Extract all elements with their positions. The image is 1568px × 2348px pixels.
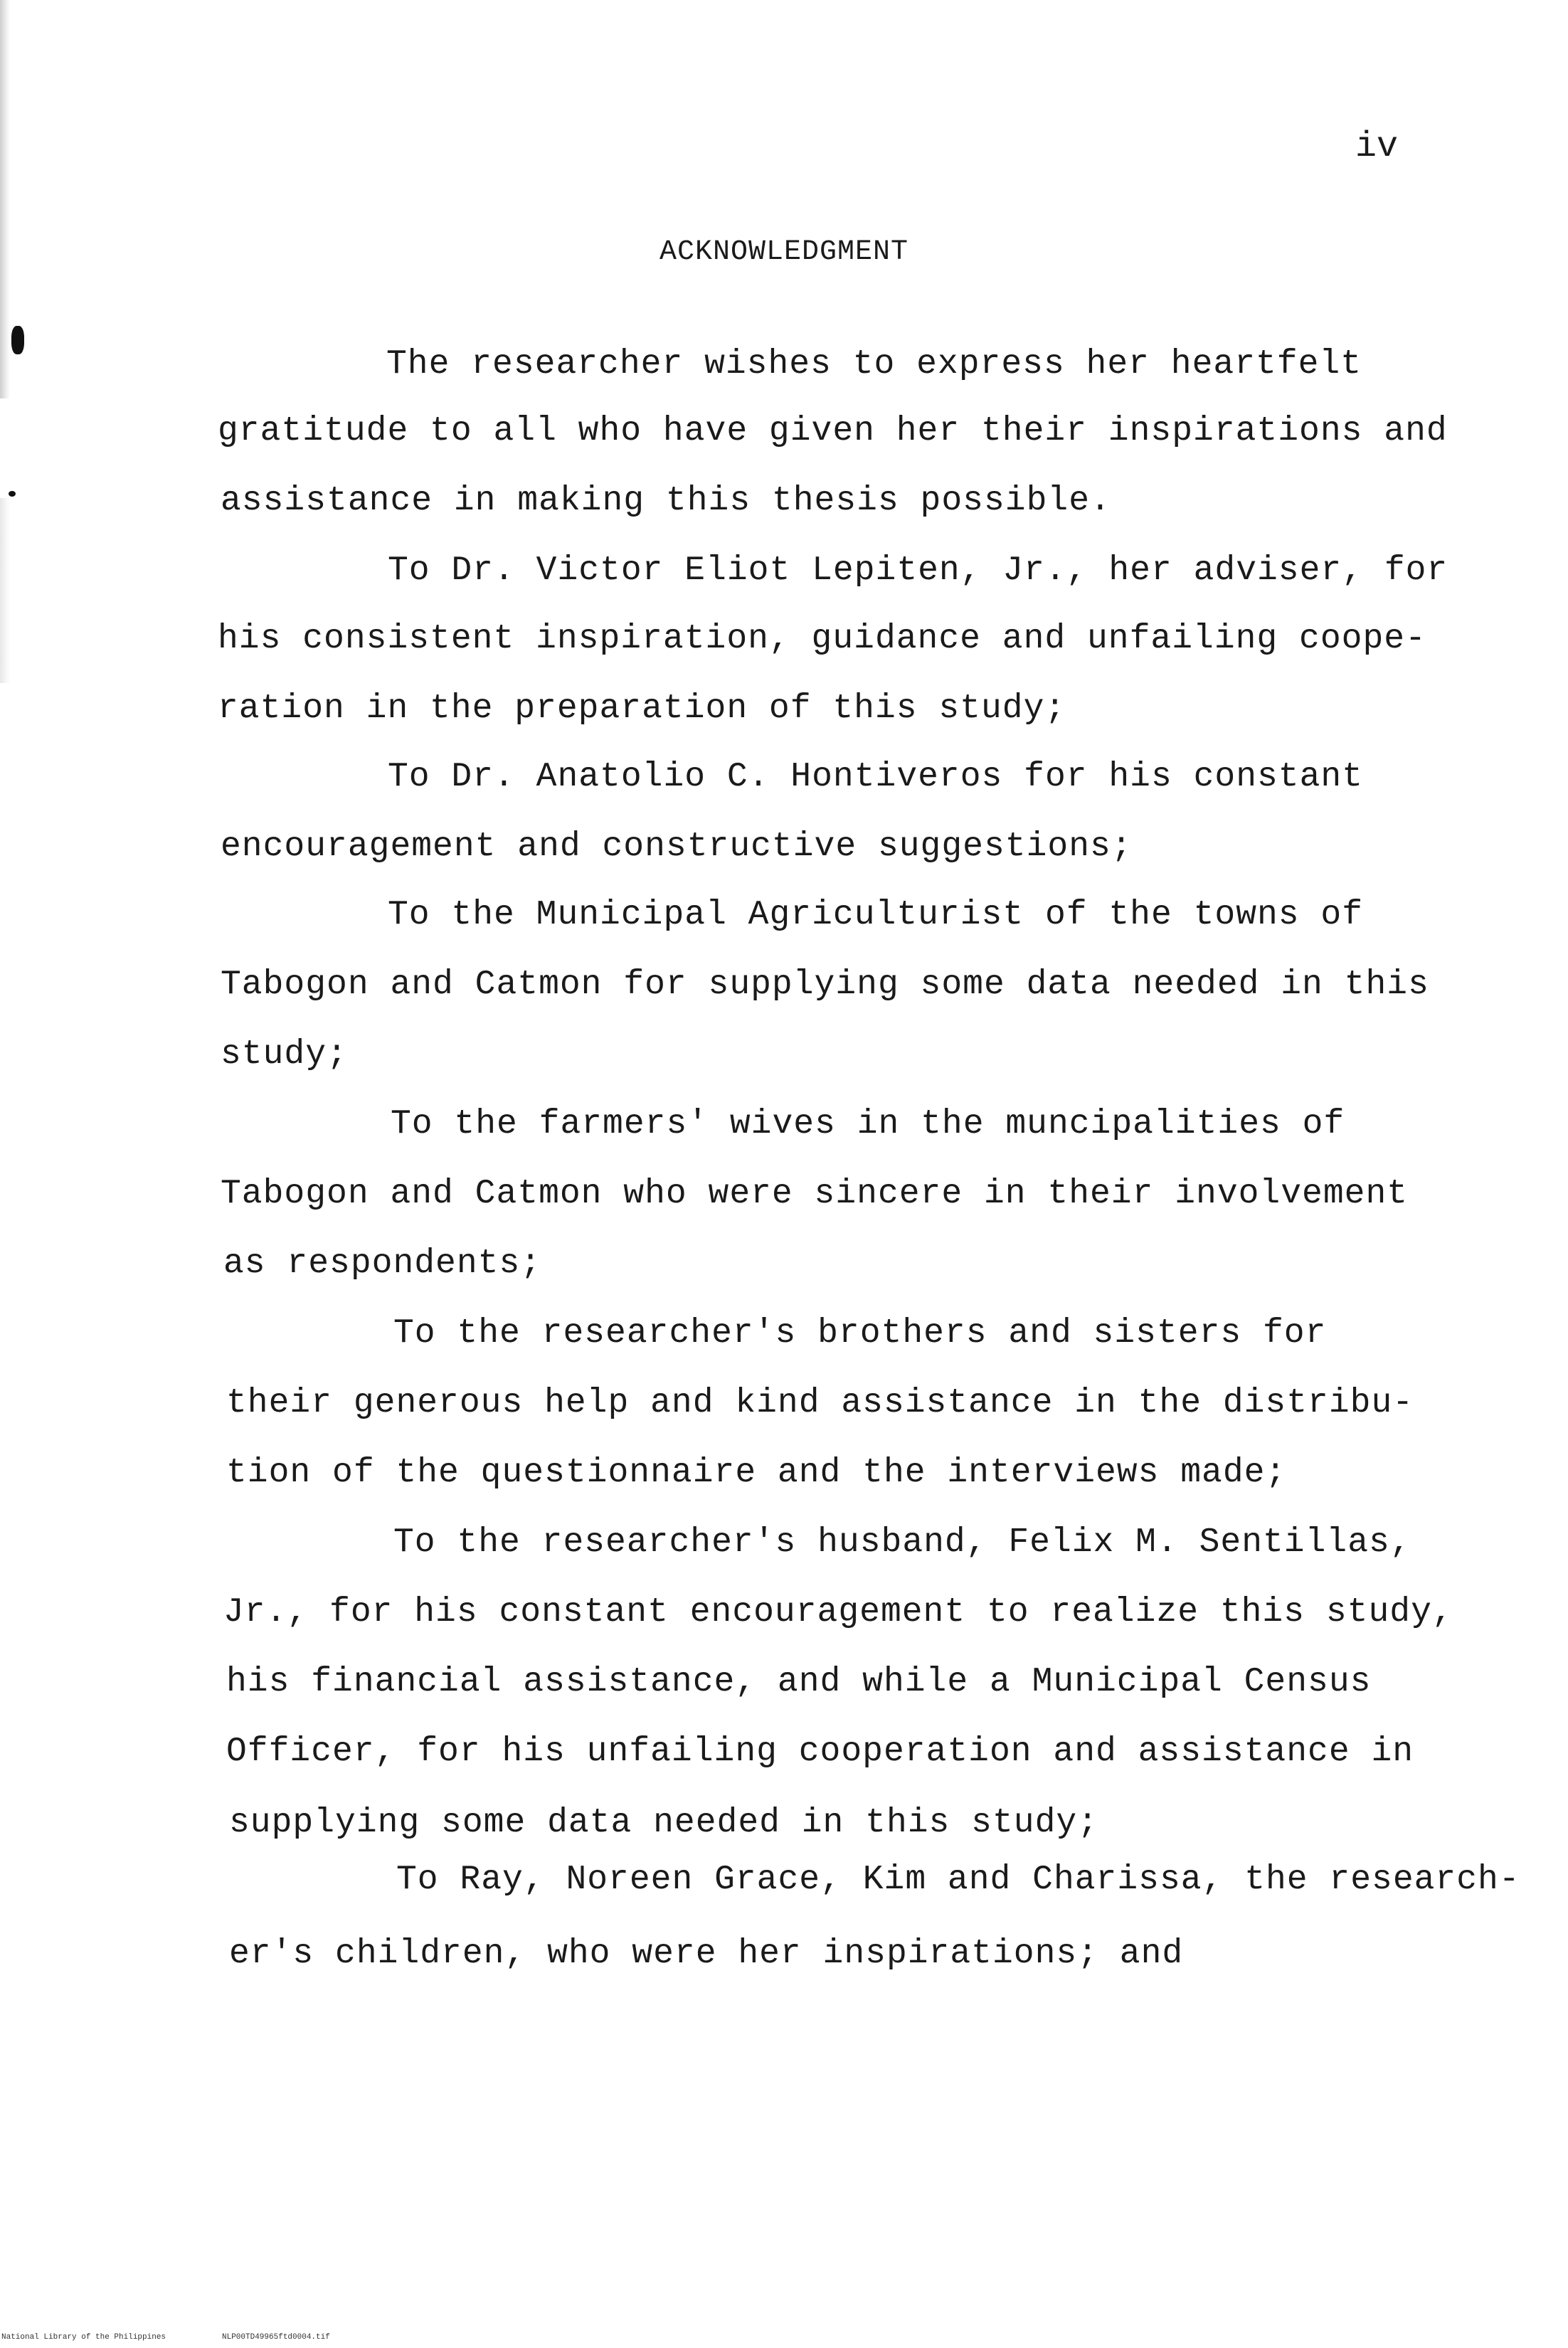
scan-speck (11, 326, 24, 354)
text-line: encouragement and constructive suggestions; (221, 827, 1133, 866)
text-line: Jr., for his constant encouragement to realize this study, (223, 1593, 1453, 1632)
text-line: tion of the questionnaire and the interviews made; (226, 1454, 1287, 1492)
text-line: To Ray, Noreen Grace, Kim and Charissa, the research- (396, 1861, 1520, 1899)
text-line: er's children, who were her inspirations; and (229, 1935, 1184, 1973)
text-line: supplying some data needed in this study; (229, 1804, 1098, 1842)
page-number: iv (1355, 127, 1399, 167)
text-line: assistance in making this thesis possible. (221, 482, 1111, 520)
text-line: ration in the preparation of this study; (218, 689, 1066, 728)
footer-filename: NLP00TD49965ftd0004.tif (222, 2333, 330, 2342)
text-line: their generous help and kind assistance in the distribu- (226, 1384, 1414, 1422)
footer-library: National Library of the Philippines (1, 2333, 166, 2342)
text-line: as respondents; (223, 1244, 542, 1283)
page-title: ACKNOWLEDGMENT (659, 236, 909, 268)
text-line: study; (221, 1035, 348, 1074)
text-line: his consistent inspiration, guidance and unfailing coope- (218, 620, 1426, 658)
text-line: To the farmers' wives in the muncipalities of (391, 1105, 1345, 1143)
text-line: his financial assistance, and while a Municipal Census (226, 1663, 1372, 1701)
text-line: The researcher wishes to express her heartfelt (386, 345, 1362, 384)
text-line: Officer, for his unfailing cooperation and assistance in (226, 1733, 1414, 1771)
text-line: To Dr. Anatolio C. Hontiveros for his constant (388, 758, 1364, 796)
scan-speck (9, 491, 16, 497)
text-line: Tabogon and Catmon for supplying some data needed in this (221, 966, 1429, 1004)
text-line: To the researcher's brothers and sisters for (393, 1314, 1327, 1353)
text-line: Tabogon and Catmon who were sincere in their involvement (221, 1175, 1409, 1213)
text-line: To the Municipal Agriculturist of the towns of (388, 896, 1364, 934)
scan-edge-shadow (0, 498, 10, 683)
text-line: gratitude to all who have given her their inspirations and (218, 412, 1448, 450)
text-line: To Dr. Victor Eliot Lepiten, Jr., her adviser, for (388, 551, 1448, 590)
scan-edge-shadow (0, 0, 10, 398)
text-line: To the researcher's husband, Felix M. Sentillas, (393, 1523, 1411, 1562)
